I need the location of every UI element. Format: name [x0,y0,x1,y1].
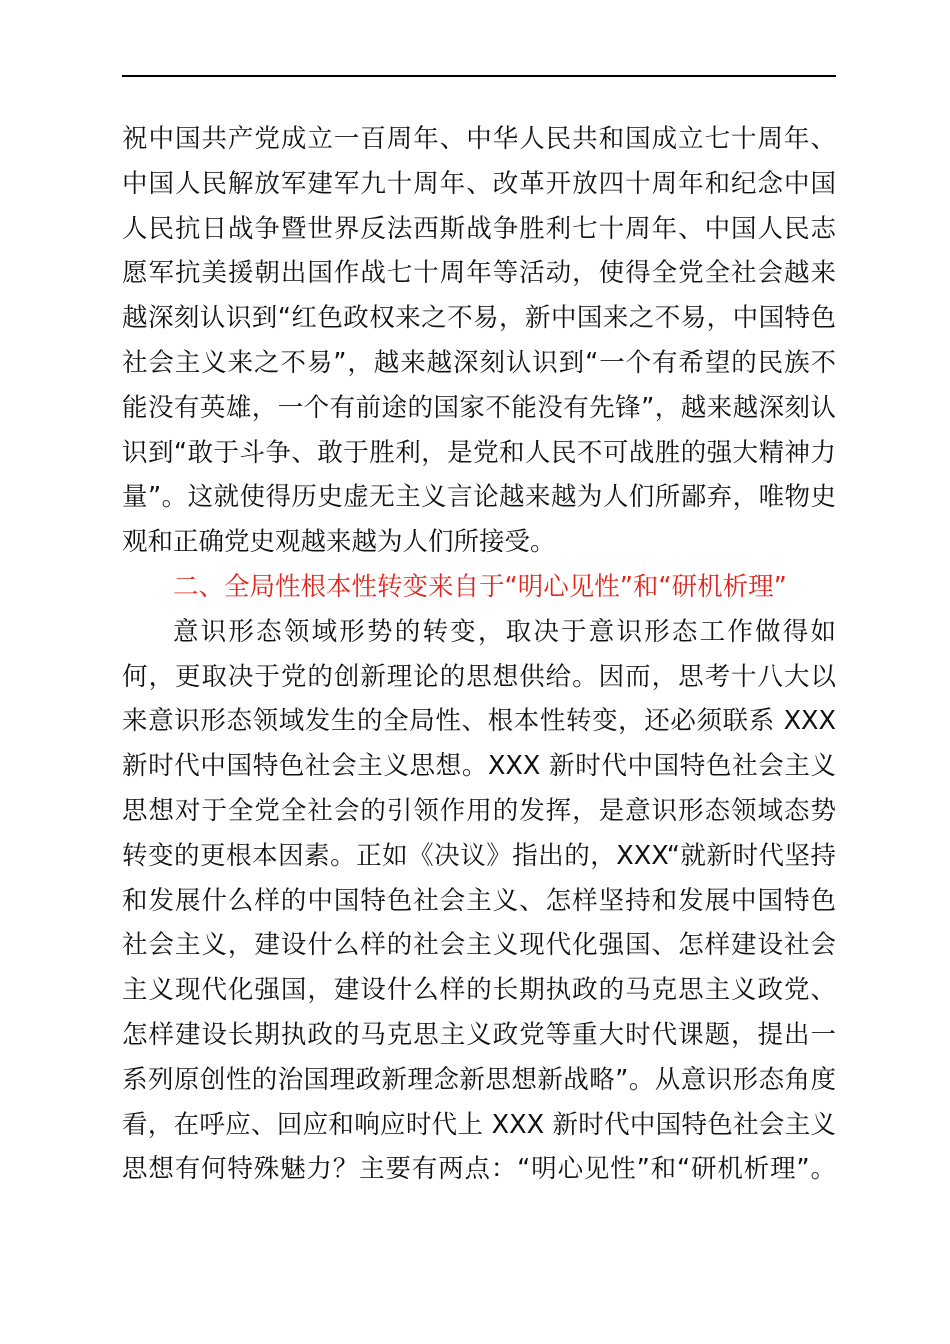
text-line: 来意识形态领域发生的全局性、根本性转变，还必须联系 XXX [122,706,836,737]
text-line: 思想对于全党全社会的引领作用的发挥，是意识形态领域态势 [122,795,836,826]
text-line: 能没有英雄，一个有前途的国家不能没有先锋”，越来越深刻认 [122,392,836,423]
text-line: 何，更取决于党的创新理论的思想供给。因而，思考十八大以 [122,661,836,692]
text-line: 祝中国共产党成立一百周年、中华人民共和国成立七十周年、 [122,124,836,154]
text-line: 意识形态领域形势的转变，取决于意识形态工作做得如 [173,616,836,647]
text-line: 和发展什么样的中国特色社会主义、怎样坚持和发展中国特色 [122,885,836,916]
text-line: 转变的更根本因素。正如《决议》指出的，XXX“就新时代坚持 [122,840,836,871]
document-body [122,117,836,1192]
text-line: 新时代中国特色社会主义思想。XXX 新时代中国特色社会主义 [122,751,836,782]
text-line: 社会主义来之不易”，越来越深刻认识到“一个有希望的民族不 [122,347,836,378]
text-line: 人民抗日战争暨世界反法西斯战争胜利七十周年、中国人民志 [122,213,836,244]
text-line: 社会主义，建设什么样的社会主义现代化强国、怎样建设社会 [122,930,836,961]
text-line: 主义现代化强国，建设什么样的长期执政的马克思主义政党、 [122,975,836,1006]
header-rule [122,75,836,77]
text-line: 量”。这就使得历史虚无主义言论越来越为人们所鄙弃，唯物史 [122,482,836,513]
text-line: 观和正确党史观越来越为人们所接受。 [122,527,556,558]
text-line: 系列原创性的治国理政新理念新思想新战略”。从意识形态角度 [122,1064,836,1095]
text-line: 思想有何特殊魅力？主要有两点：“明心见性”和“研机析理”。 [122,1154,836,1185]
text-line: 越深刻认识到“红色政权来之不易，新中国来之不易，中国特色 [122,303,836,334]
text-line: 看，在呼应、回应和响应时代上 XXX 新时代中国特色社会主义 [122,1109,836,1140]
text-line: 怎样建设长期执政的马克思主义政党等重大时代课题，提出一 [122,1019,836,1050]
text-line: 识到“敢于斗争、敢于胜利，是党和人民不可战胜的强大精神力 [122,437,836,468]
text-line: 愿军抗美援朝出国作战七十周年等活动，使得全党全社会越来 [122,258,836,289]
text-line: 中国人民解放军建军九十周年、改革开放四十周年和纪念中国 [122,168,836,199]
section-heading: 二、全局性根本性转变来自于“明心见性”和“研机析理” [173,571,787,602]
